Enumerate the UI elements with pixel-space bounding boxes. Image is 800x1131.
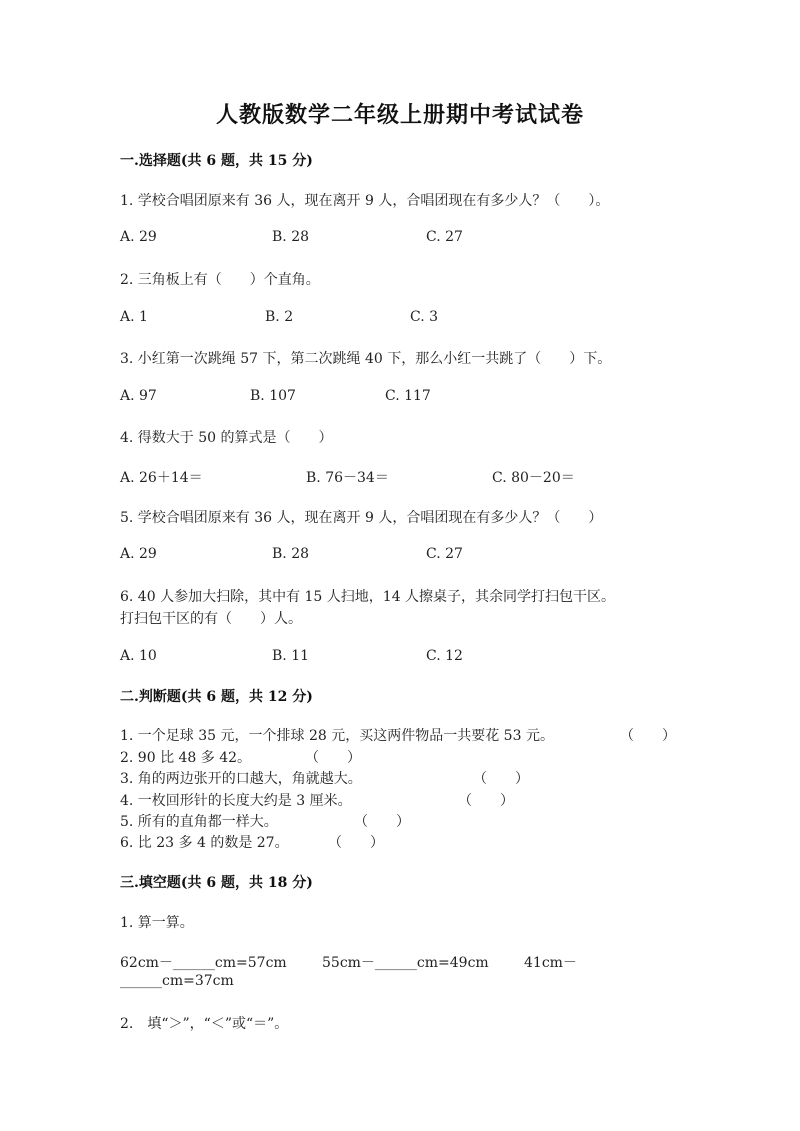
judge-item-6: 6. 比 23 多 4 的数是 27。 [120,835,289,851]
option-3b: B. 107 [250,388,296,404]
fill-question-1: 1. 算一算。 [120,915,194,931]
option-5b: B. 28 [272,546,310,562]
option-1a: A. 29 [120,229,157,245]
option-4b: B. 76－34＝ [306,470,389,486]
option-4c: C. 80－20＝ [492,470,575,486]
question-6-line2: 打扫包干区的有（ ）人。 [120,611,302,627]
option-5a: A. 29 [120,546,157,562]
page-title: 人教版数学二年级上册期中考试试卷 [215,102,584,128]
judge-item-1: 1. 一个足球 35 元，一个排球 28 元，买这两件物品一共要花 53 元。 [120,728,554,744]
judge-answer-blank-5: （ ） [354,814,410,830]
judge-item-5: 5. 所有的直角都一样大。 [120,814,278,830]
option-6b: B. 11 [272,648,310,664]
option-1b: B. 28 [272,229,310,245]
judge-answer-blank-1: （ ） [620,728,676,744]
judge-item-4: 4. 一枚回形针的长度大约是 3 厘米。 [120,793,352,809]
option-2b: B. 2 [265,309,294,325]
question-5: 5. 学校合唱团原来有 36 人，现在离开 9 人，合唱团现在有多少人？（ ） [120,510,603,526]
question-3: 3. 小红第一次跳绳 57 下，第二次跳绳 40 下，那么小红一共跳了（ ）下。 [120,351,612,367]
judge-item-3: 3. 角的两边张开的口越大，角就越大。 [120,771,362,787]
option-5c: C. 27 [426,546,463,562]
fill-expression-2: 55cm－______cm=49cm [322,955,489,971]
option-1c: C. 27 [426,229,463,245]
question-1: 1. 学校合唱团原来有 36 人，现在离开 9 人，合唱团现在有多少人？（ ）。 [120,193,610,209]
fill-expression-1: 62cm－______cm=57cm [120,955,287,971]
fill-expression-3-part2: ______cm=37cm [120,973,234,989]
question-6-line1: 6. 40 人参加大扫除，其中有 15 人扫地，14 人擦桌子，其余同学打扫包干区。 [120,589,616,605]
question-2: 2. 三角板上有（ ）个直角。 [120,272,320,288]
option-6a: A. 10 [120,648,157,664]
option-6c: C. 12 [426,648,463,664]
option-2c: C. 3 [410,309,439,325]
fill-expression-3-part1: 41cm－ [524,955,577,971]
judge-answer-blank-4: （ ） [458,793,514,809]
judge-answer-blank-3: （ ） [473,771,529,787]
section-heading-fill: 三.填空题(共 6 题，共 18 分) [120,875,313,891]
option-3a: A. 97 [120,388,157,404]
judge-answer-blank-2: （ ） [305,750,361,766]
question-4: 4. 得数大于 50 的算式是（ ） [120,430,333,446]
judge-answer-blank-6: （ ） [328,835,384,851]
section-heading-judge: 二.判断题(共 6 题，共 12 分) [120,689,313,705]
section-heading-choice: 一.选择题(共 6 题，共 15 分) [120,153,313,169]
judge-item-2: 2. 90 比 48 多 42。 [120,750,252,766]
option-4a: A. 26＋14＝ [120,470,203,486]
option-2a: A. 1 [120,309,148,325]
fill-question-2: 2. 填“＞”，“＜”或“＝”。 [120,1016,289,1032]
option-3c: C. 117 [385,388,431,404]
